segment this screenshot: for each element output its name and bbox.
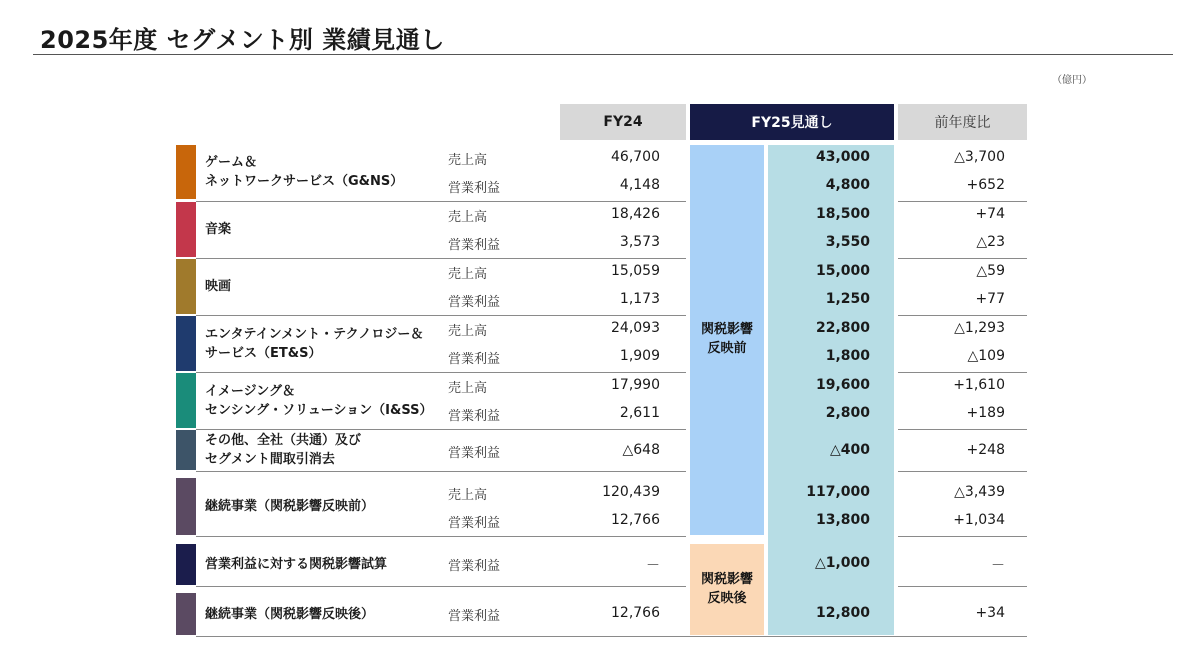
title-underline <box>33 54 1173 55</box>
fy24-value: 4,148 <box>619 177 660 193</box>
segment-label-music: 音楽 <box>205 222 232 237</box>
fy24-value: 1,173 <box>619 291 660 307</box>
segment-swatch-continuing-pre <box>176 478 196 535</box>
yoy-value: △3,700 <box>954 149 1005 165</box>
fy24-value: △648 <box>622 442 660 458</box>
fy25-value: 15,000 <box>815 263 870 279</box>
metric-label: 営業利益 <box>448 238 501 253</box>
segment-label-continuing-post: 継続事業（関税影響反映後） <box>205 606 375 622</box>
metric-label: 売上高 <box>448 153 488 168</box>
fy24-value: 1,909 <box>619 348 660 364</box>
fy25-value: 22,800 <box>815 320 870 336</box>
segment-swatch-continuing-post <box>176 593 196 635</box>
yoy-value: +77 <box>975 291 1005 307</box>
row-divider <box>898 201 1027 202</box>
metric-label: 売上高 <box>448 210 488 225</box>
fy24-value: 17,990 <box>611 377 660 393</box>
segment-swatch-gns <box>176 145 196 199</box>
yoy-value: +652 <box>966 177 1005 193</box>
segment-swatch-other <box>176 430 196 470</box>
segment-label-other: その他、全社（共通）及び セグメント間取引消去 <box>205 433 362 467</box>
metric-label: 営業利益 <box>448 295 501 310</box>
segment-swatch-tariff <box>176 544 196 585</box>
metric-label: 営業利益 <box>448 559 501 574</box>
fy24-value: 120,439 <box>602 484 660 500</box>
row-divider <box>898 372 1027 373</box>
impact-pre-label <box>690 320 764 358</box>
metric-label: 営業利益 <box>448 516 501 531</box>
segment-label-tariff: 営業利益に対する関税影響試算 <box>205 557 388 572</box>
yoy-value: △109 <box>967 348 1005 364</box>
segment-swatch-ets <box>176 316 196 371</box>
yoy-value: △3,439 <box>954 484 1005 500</box>
fy24-value: 18,426 <box>611 206 660 222</box>
row-divider <box>196 536 686 537</box>
yoy-value: +189 <box>966 405 1005 421</box>
fy25-value: 2,800 <box>825 405 870 421</box>
fy25-value: 1,250 <box>825 291 870 307</box>
yoy-value: △59 <box>976 263 1005 279</box>
segment-label-iss: イメージング＆ センシング・ソリューション（I&SS） <box>205 383 433 418</box>
segment-swatch-movie <box>176 259 196 314</box>
segment-label-gns: ゲーム＆ ネットワークサービス（G&NS） <box>205 155 404 189</box>
header-fy25-forecast: FY25見通し <box>690 104 894 140</box>
yoy-value: △23 <box>976 234 1005 250</box>
fy24-value: 15,059 <box>611 263 660 279</box>
table-bottom-rule <box>196 636 1027 637</box>
metric-label: 営業利益 <box>448 609 501 624</box>
header-fy24: FY24 <box>560 104 686 140</box>
unit-label: （億円） <box>1052 75 1092 86</box>
yoy-value: +248 <box>966 442 1005 458</box>
yoy-value: +1,034 <box>953 512 1005 528</box>
fy25-value: △1,000 <box>814 555 870 571</box>
fy25-value: 13,800 <box>815 512 870 528</box>
yoy-value: +74 <box>975 206 1005 222</box>
segment-swatch-iss <box>176 373 196 428</box>
impact-post-label <box>690 570 764 608</box>
metric-label: 売上高 <box>448 488 488 503</box>
segment-swatch-music <box>176 202 196 257</box>
segment-label-movie: 映画 <box>205 279 232 294</box>
metric-label: 売上高 <box>448 324 488 339</box>
fy25-value: 12,800 <box>815 605 870 621</box>
impact-pre-line2: 反映前 <box>707 341 747 356</box>
row-divider <box>196 586 686 587</box>
page-title: 2025年度 セグメント別 業績見通し <box>40 26 445 54</box>
metric-label: 営業利益 <box>448 352 501 367</box>
fy25-value: 3,550 <box>825 234 870 250</box>
metric-label: 営業利益 <box>448 181 501 196</box>
row-divider <box>196 471 686 472</box>
metric-label: 営業利益 <box>448 446 501 461</box>
fy25-value: 4,800 <box>825 177 870 193</box>
impact-post-line1: 関税影響 <box>700 572 753 587</box>
fy24-value: 3,573 <box>619 234 660 250</box>
row-divider <box>898 586 1027 587</box>
fy24-value: 24,093 <box>611 320 660 336</box>
fy25-value: 1,800 <box>825 348 870 364</box>
row-divider <box>898 471 1027 472</box>
row-divider <box>898 315 1027 316</box>
fy25-value: 43,000 <box>815 149 870 165</box>
metric-label: 売上高 <box>448 381 488 396</box>
row-divider <box>898 429 1027 430</box>
fy24-value: 12,766 <box>611 512 660 528</box>
metric-label: 売上高 <box>448 267 488 282</box>
fy25-value: 117,000 <box>806 484 870 500</box>
yoy-value: +1,610 <box>953 377 1005 393</box>
metric-label: 営業利益 <box>448 409 501 424</box>
yoy-value: +34 <box>975 605 1005 621</box>
fy25-value: △400 <box>830 442 870 458</box>
fy24-value: 12,766 <box>611 605 660 621</box>
yoy-value: △1,293 <box>954 320 1005 336</box>
fy24-value: 2,611 <box>619 405 660 421</box>
row-divider <box>898 258 1027 259</box>
yoy-value: － <box>991 558 1005 574</box>
fy25-value: 18,500 <box>815 206 870 222</box>
fy24-value: － <box>646 558 660 574</box>
fy24-value: 46,700 <box>611 149 660 165</box>
header-yoy: 前年度比 <box>898 104 1027 140</box>
fy25-value: 19,600 <box>815 377 870 393</box>
impact-post-line2: 反映後 <box>707 591 747 606</box>
segment-label-continuing-pre: 継続事業（関税影響反映前） <box>205 499 375 514</box>
segment-label-ets: エンタテインメント・テクノロジー＆ サービス（ET&S） <box>205 326 424 361</box>
impact-pre-line1: 関税影響 <box>700 322 753 337</box>
row-divider <box>898 536 1027 537</box>
